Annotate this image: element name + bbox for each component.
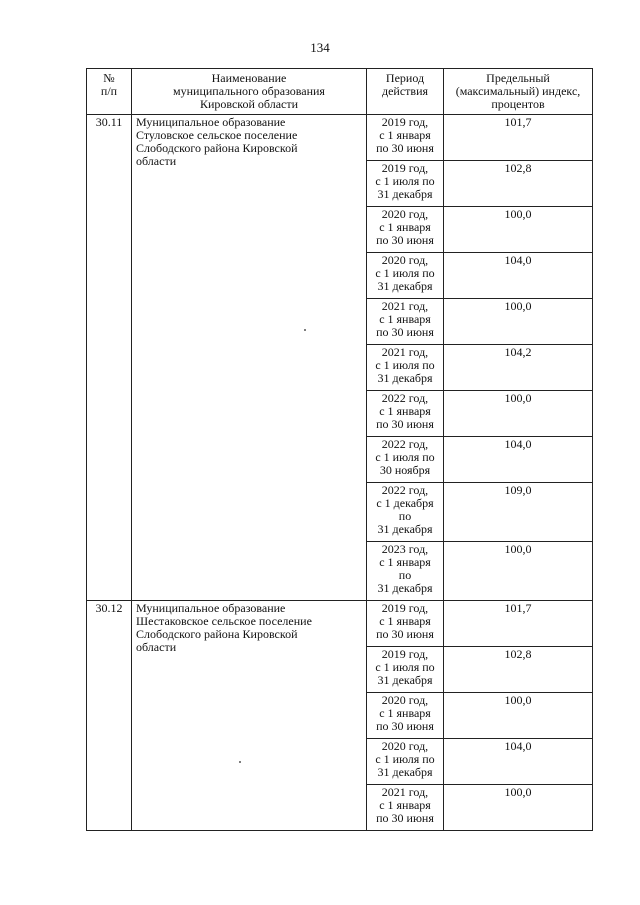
municipality-name: Муниципальное образование Стуловское сельское поселение Слободского района Кировской области <box>132 115 367 601</box>
row-number: 30.12 <box>87 601 132 831</box>
index-value: 100,0 <box>444 542 593 601</box>
period-cell: 2021 год, с 1 января по 30 июня <box>367 299 444 345</box>
index-value: 101,7 <box>444 115 593 161</box>
index-value: 104,0 <box>444 437 593 483</box>
index-value: 104,0 <box>444 739 593 785</box>
tariff-index-table <box>86 68 593 831</box>
period-cell: 2023 год, с 1 января по 31 декабря <box>367 542 444 601</box>
row-number: 30.11 <box>87 115 132 601</box>
scan-speck <box>239 761 241 763</box>
period-cell: 2021 год, с 1 января по 30 июня <box>367 785 444 831</box>
header-num: № п/п <box>87 69 132 115</box>
index-value: 100,0 <box>444 391 593 437</box>
index-value: 109,0 <box>444 483 593 542</box>
period-cell: 2020 год, с 1 июля по 31 декабря <box>367 253 444 299</box>
period-cell: 2020 год, с 1 января по 30 июня <box>367 207 444 253</box>
period-cell: 2019 год, с 1 января по 30 июня <box>367 601 444 647</box>
page-number: 134 <box>310 40 330 55</box>
index-value: 104,2 <box>444 345 593 391</box>
index-value: 102,8 <box>444 161 593 207</box>
period-cell: 2022 год, с 1 января по 30 июня <box>367 391 444 437</box>
table-row <box>87 601 593 647</box>
index-value: 104,0 <box>444 253 593 299</box>
period-cell: 2020 год, с 1 июля по 31 декабря <box>367 739 444 785</box>
index-value: 100,0 <box>444 785 593 831</box>
index-value: 100,0 <box>444 299 593 345</box>
index-value: 100,0 <box>444 693 593 739</box>
period-cell: 2019 год, с 1 января по 30 июня <box>367 115 444 161</box>
municipality-name: Муниципальное образование Шестаковское сельское поселение Слободского района Кировской области <box>132 601 367 831</box>
table-header-row <box>87 69 593 115</box>
index-value: 101,7 <box>444 601 593 647</box>
header-index: Предельный (максимальный) индекс, процентов <box>444 69 593 115</box>
header-name: Наименование муниципального образования Кировской области <box>132 69 367 115</box>
period-cell: 2019 год, с 1 июля по 31 декабря <box>367 647 444 693</box>
period-cell: 2020 год, с 1 января по 30 июня <box>367 693 444 739</box>
period-cell: 2022 год, с 1 декабря по 31 декабря <box>367 483 444 542</box>
index-value: 102,8 <box>444 647 593 693</box>
period-cell: 2019 год, с 1 июля по 31 декабря <box>367 161 444 207</box>
index-value: 100,0 <box>444 207 593 253</box>
scan-speck <box>304 329 306 331</box>
header-period: Период действия <box>367 69 444 115</box>
table-row <box>87 115 593 161</box>
period-cell: 2021 год, с 1 июля по 31 декабря <box>367 345 444 391</box>
period-cell: 2022 год, с 1 июля по 30 ноября <box>367 437 444 483</box>
